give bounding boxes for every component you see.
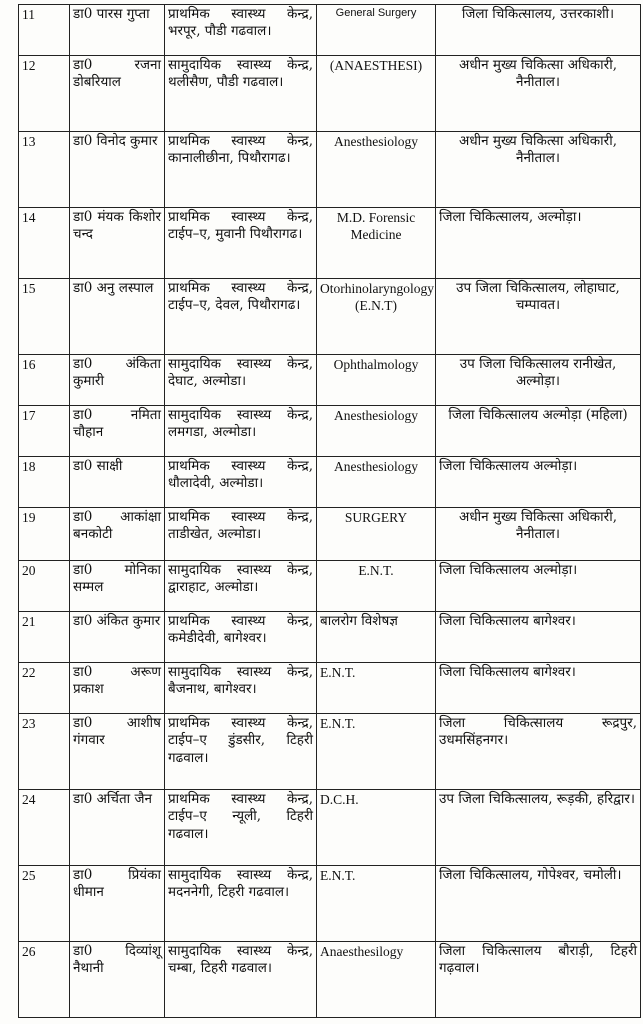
current-posting: सामुदायिक स्वास्थ्य केन्द्र, देघाट, अल्मोडा। (165, 355, 317, 406)
new-posting: जिला चिकित्सालय, उत्तरकाशी। (436, 5, 641, 56)
serial-number: 15 (19, 279, 70, 355)
serial-number: 20 (19, 561, 70, 612)
serial-number: 25 (19, 866, 70, 942)
table-row (19, 866, 641, 942)
new-posting: अधीन मुख्य चिकित्सा अधिकारी, नैनीताल। (436, 508, 641, 561)
current-posting: प्राथमिक स्वास्थ्य केन्द्र, टाईप–ए, देवल, पिथौरागढ। (165, 279, 317, 355)
current-posting: प्राथमिक स्वास्थ्य केन्द्र, भरपूर, पौडी गढवाल। (165, 5, 317, 56)
doctor-name: डा0 मोनिका सम्मल (70, 561, 165, 612)
current-posting: सामुदायिक स्वास्थ्य केन्द्र, चम्बा, टिहरी गढवाल। (165, 942, 317, 1018)
doctor-name: डा0 अंकिता कुमारी (70, 355, 165, 406)
table-row (19, 942, 641, 1018)
serial-number: 14 (19, 208, 70, 279)
specialty: Anesthesiology (317, 132, 436, 208)
serial-number: 13 (19, 132, 70, 208)
doctor-name: डा0 अरूण प्रकाश (70, 663, 165, 714)
new-posting: अधीन मुख्य चिकित्सा अधिकारी, नैनीताल। (436, 56, 641, 132)
serial-number: 16 (19, 355, 70, 406)
table-row (19, 714, 641, 790)
table-row (19, 208, 641, 279)
new-posting: जिला चिकित्सालय रूद्रपुर, उधमसिंहनगर। (436, 714, 641, 790)
specialty: E.N.T. (317, 663, 436, 714)
doctor-name: डा0 अनु लस्पाल (70, 279, 165, 355)
serial-number: 19 (19, 508, 70, 561)
specialty: Ophthalmology (317, 355, 436, 406)
serial-number: 11 (19, 5, 70, 56)
doctor-name: डा0 साक्षी (70, 457, 165, 508)
serial-number: 12 (19, 56, 70, 132)
specialty: SURGERY (317, 508, 436, 561)
new-posting: जिला चिकित्सालय, अल्मोड़ा। (436, 208, 641, 279)
current-posting: प्राथमिक स्वास्थ्य केन्द्र, ताडीखेत, अल्मोडा। (165, 508, 317, 561)
table-row (19, 5, 641, 56)
current-posting: सामुदायिक स्वास्थ्य केन्द्र, लमगडा, अल्मोडा। (165, 406, 317, 457)
specialty: (ANAESTHESI) (317, 56, 436, 132)
doctor-name: डा0 विनोद कुमार (70, 132, 165, 208)
specialty: Otorhinolaryngology (E.N.T) (317, 279, 436, 355)
doctor-name: डा0 मंयक किशोर चन्द (70, 208, 165, 279)
specialty: E.N.T. (317, 866, 436, 942)
current-posting: सामुदायिक स्वास्थ्य केन्द्र, मदननेगी, टिहरी गढवाल। (165, 866, 317, 942)
table-row (19, 663, 641, 714)
current-posting: सामुदायिक स्वास्थ्य केन्द्र, थलीसैण, पौडी गढवाल। (165, 56, 317, 132)
serial-number: 24 (19, 790, 70, 866)
current-posting: प्राथमिक स्वास्थ्य केन्द्र, टाईप–ए, मुवानी पिथौरागढ। (165, 208, 317, 279)
table-row (19, 561, 641, 612)
current-posting: प्राथमिक स्वास्थ्य केन्द्र, धौलादेवी, अल्मोडा। (165, 457, 317, 508)
specialty: E.N.T. (317, 714, 436, 790)
new-posting: जिला चिकित्सालय बागेश्वर। (436, 663, 641, 714)
specialty: General Surgery (317, 5, 436, 56)
current-posting: प्राथमिक स्वास्थ्य केन्द्र, कानालीछीना, पिथौरागढ। (165, 132, 317, 208)
new-posting: अधीन मुख्य चिकित्सा अधिकारी, नैनीताल। (436, 132, 641, 208)
current-posting: प्राथमिक स्वास्थ्य केन्द्र, टाईप–ए न्यूली, टिहरी गढवाल। (165, 790, 317, 866)
table-row (19, 279, 641, 355)
doctor-name: डा0 आकांक्षा बनकोटी (70, 508, 165, 561)
serial-number: 17 (19, 406, 70, 457)
new-posting: उप जिला चिकित्सालय, लोहाघाट, चम्पावत। (436, 279, 641, 355)
doctor-name: डा0 आशीष गंगवार (70, 714, 165, 790)
doctor-name: डा0 पारस गुप्ता (70, 5, 165, 56)
table-row (19, 355, 641, 406)
doctor-name: डा0 रजना डोबरियाल (70, 56, 165, 132)
specialty: Anesthesiology (317, 457, 436, 508)
doctor-name: डा0 अंकित कुमार (70, 612, 165, 663)
doctor-name: डा0 नमिता चौहान (70, 406, 165, 457)
new-posting: उप जिला चिकित्सालय, रूड़की, हरिद्वार। (436, 790, 641, 866)
current-posting: प्राथमिक स्वास्थ्य केन्द्र, टाईप–ए डुंडसीर, टिहरी गढवाल। (165, 714, 317, 790)
current-posting: सामुदायिक स्वास्थ्य केन्द्र, बैजनाथ, बागेश्वर। (165, 663, 317, 714)
specialty: E.N.T. (317, 561, 436, 612)
serial-number: 26 (19, 942, 70, 1018)
serial-number: 18 (19, 457, 70, 508)
new-posting: उप जिला चिकित्सालय रानीखेत, अल्मोड़ा। (436, 355, 641, 406)
current-posting: प्राथमिक स्वास्थ्य केन्द्र, कमेडीदेवी, बागेश्वर। (165, 612, 317, 663)
doctor-name: डा0 अर्चिता जैन (70, 790, 165, 866)
new-posting: जिला चिकित्सालय बागेश्वर। (436, 612, 641, 663)
new-posting: जिला चिकित्सालय बौराड़ी, टिहरी गढ़वाल। (436, 942, 641, 1018)
specialty: Anaesthesilogy (317, 942, 436, 1018)
doctor-name: डा0 प्रियंका धीमान (70, 866, 165, 942)
serial-number: 22 (19, 663, 70, 714)
table-row (19, 406, 641, 457)
specialty: बालरोग विशेषज्ञ (317, 612, 436, 663)
new-posting: जिला चिकित्सालय अल्मोड़ा। (436, 561, 641, 612)
table-row (19, 508, 641, 561)
table-row (19, 790, 641, 866)
table-row (19, 612, 641, 663)
specialty: D.C.H. (317, 790, 436, 866)
specialty: Anesthesiology (317, 406, 436, 457)
new-posting: जिला चिकित्सालय अल्मोड़ा। (436, 457, 641, 508)
posting-table (18, 4, 641, 1018)
serial-number: 21 (19, 612, 70, 663)
table-row (19, 132, 641, 208)
specialty: M.D. Forensic Medicine (317, 208, 436, 279)
table-row (19, 56, 641, 132)
new-posting: जिला चिकित्सालय, गोपेश्वर, चमोली। (436, 866, 641, 942)
current-posting: सामुदायिक स्वास्थ्य केन्द्र, द्वाराहाट, अल्मोडा। (165, 561, 317, 612)
serial-number: 23 (19, 714, 70, 790)
new-posting: जिला चिकित्सालय अल्मोड़ा (महिला) (436, 406, 641, 457)
doctor-name: डा0 दिव्यांशू नैथानी (70, 942, 165, 1018)
table-row (19, 457, 641, 508)
